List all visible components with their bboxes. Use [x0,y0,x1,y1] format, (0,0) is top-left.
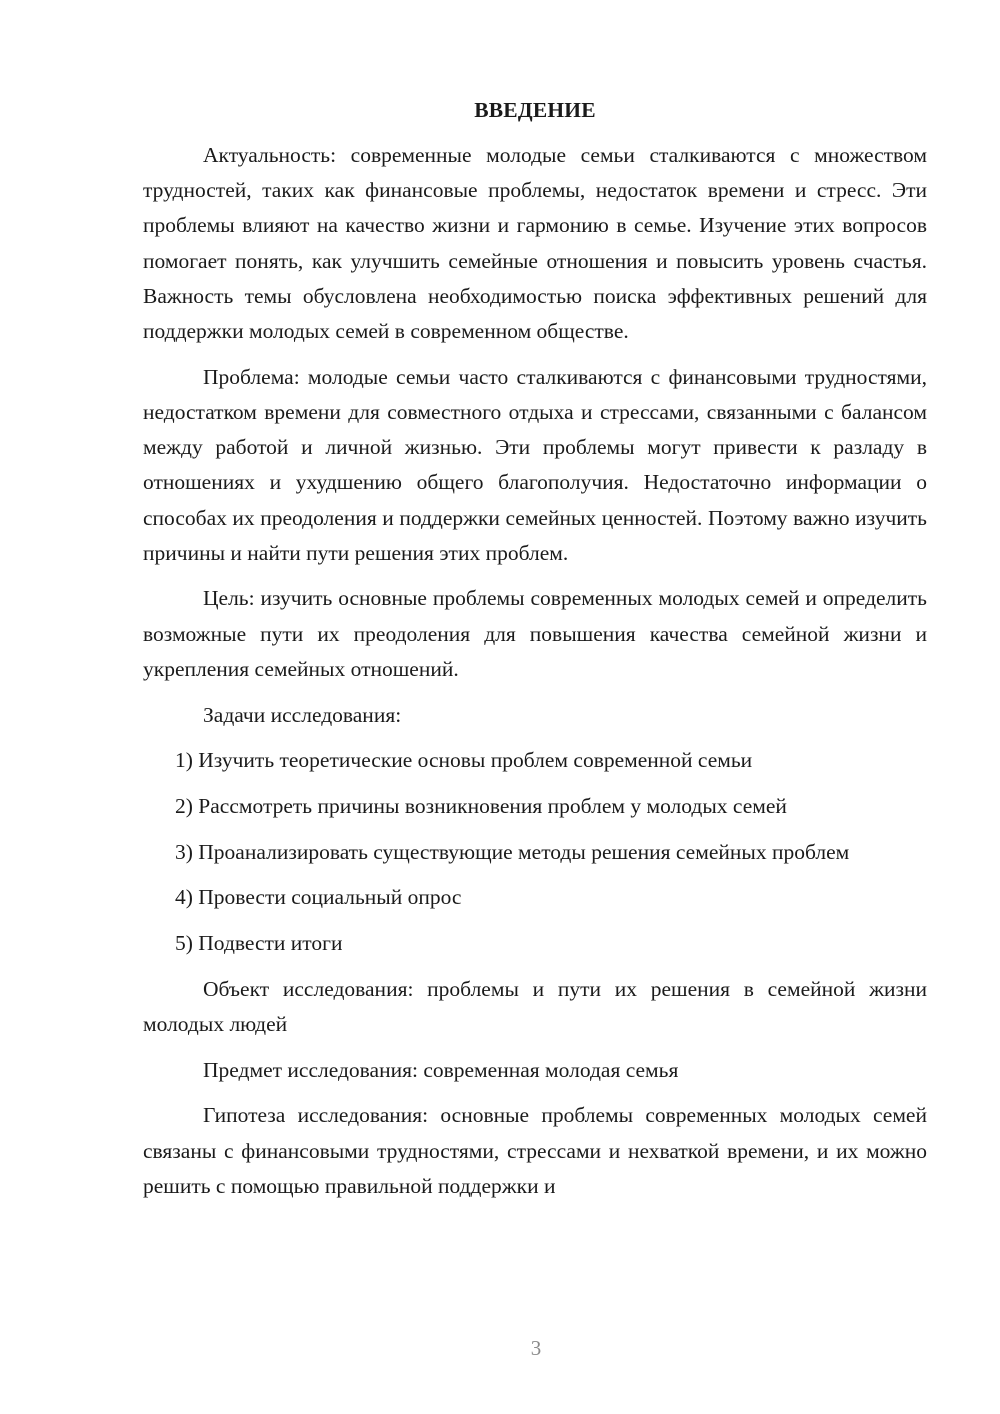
task-item: 3) Проанализировать существующие методы решения семейных проблем [175,839,850,864]
task-item: 5) Подвести итоги [175,931,343,956]
goal-paragraph: Цель: изучить основные проблемы современных молодых семей и определить возможные пути их преодоления для повышения качества семейной жизни и укрепления семейных отношений. [143,586,927,681]
hypothesis-paragraph: Гипотеза исследования: основные проблемы современных молодых семей связаны с финансовыми трудностями, стрессами и нехваткой времени, и их можно решить с помощью правильной поддержки и [143,1103,927,1198]
task-item: 1) Изучить теоретические основы проблем современной семьи [175,748,753,773]
problem-paragraph: Проблема: молодые семьи часто сталкиваются с финансовыми трудностями, недостатком времени для совместного отдыха и стрессами, связанными с балансом между работой и личной жизнью. Эти проблемы могут привести к разладу в отношениях и ухудшению общего благополучия. Недостаточно информации о способах их преодоления и поддержки семейных ценностей. Поэтому важно изучить причины и найти пути решения этих проблем. [143,364,927,565]
relevance-paragraph: Актуальность: современные молодые семьи сталкиваются с множеством трудностей, таких как финансовые проблемы, недостаток времени и стресс. Эти проблемы влияют на качество жизни и гармонию в семье. Изучение этих вопросов помогает понять, как улучшить семейные отношения и повысить уровень счастья. Важность темы обусловлена необходимостью поиска эффективных решений для поддержки молодых семей в современном обществе. [143,143,927,344]
page-number: 3 [530,1336,542,1360]
section-title: ВВЕДЕНИЕ [474,98,596,122]
task-item: 2) Рассмотреть причины возникновения проблем у молодых семей [175,793,787,818]
subject-paragraph: Предмет исследования: современная молодая семья [203,1057,679,1082]
object-paragraph: Объект исследования: проблемы и пути их решения в семейной жизни молодых людей [143,976,927,1036]
task-item: 4) Провести социальный опрос [175,885,462,910]
tasks-heading: Задачи исследования: [203,702,402,727]
page-content [143,93,927,1214]
